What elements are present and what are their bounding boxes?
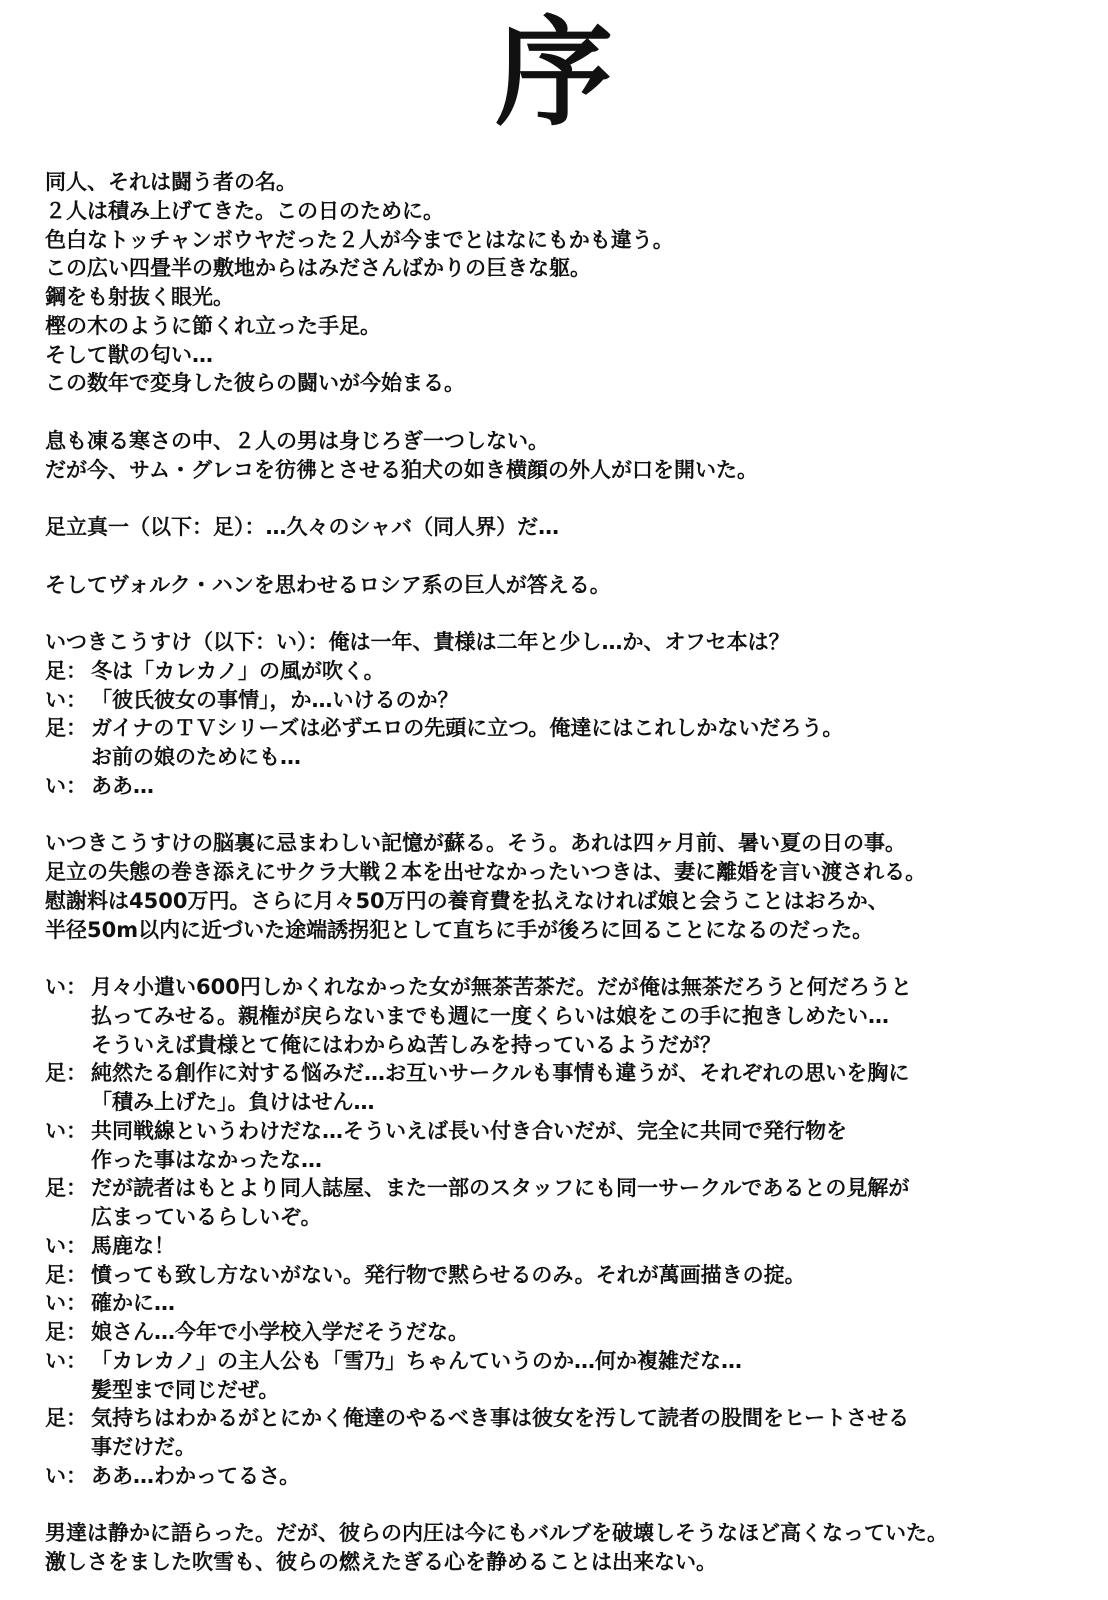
line-text: いつきこうすけの脳裏に忌まわしい記憶が蘇る。そう。あれは四ヶ月前、暑い夏の日の事。: [45, 831, 906, 856]
line-text: 確かに…: [91, 1291, 175, 1316]
dialogue-line: [45, 657, 1095, 686]
speaker-label: 足：: [45, 1061, 87, 1086]
line-text: 色白なトッチャンボウヤだった２人が今までとはなにもかも違う。: [45, 227, 674, 252]
paragraph-gap: [45, 484, 1095, 513]
dialogue-line: [45, 772, 1095, 801]
speaker-label: い：: [45, 1118, 87, 1143]
line-text: 「カレカノ」の主人公も「雪乃」ちゃんていうのか…何か複雑だな…: [91, 1348, 742, 1373]
speaker-label: 足：: [45, 1320, 87, 1344]
line-text: 慰謝料は4500万円。さらに月々50万円の養育費を払えなければ娘と会うことはおろか、: [45, 888, 889, 913]
text-line: [45, 1002, 1095, 1031]
dialogue-line: [45, 1059, 1095, 1088]
text-line: [45, 829, 1095, 858]
line-text: 同人、それは闘う者の名。: [45, 170, 297, 194]
line-text: だが読者はもとより同人誌屋、また一部のスタッフにも同一サークルであるとの見解が: [91, 1176, 910, 1201]
line-text: そしてヴォルク・ハンを思わせるロシア系の巨人が答える。: [45, 572, 611, 597]
line-text: ああ…: [91, 773, 154, 798]
page-title: 序: [494, 3, 613, 142]
line-text: 娘さん…今年で小学校入学だそうだな。: [91, 1320, 469, 1344]
speaker-label: い：: [45, 773, 87, 798]
line-text: 憤っても致し方ないがない。発行物で黙らせるのみ。それが萬画描きの掟。: [91, 1262, 806, 1287]
line-text: 月々小遣い600円しかくれなかった女が無茶苦茶だ。だが俺は無茶だろうと何だろうと: [91, 975, 912, 999]
text-line: [45, 197, 1095, 226]
paragraph: [45, 571, 1095, 600]
line-text: そういえば貴様とて俺にはわからぬ苦しみを持っているようだが？: [91, 1032, 721, 1057]
line-text: 足立の失態の巻き添えにサクラ大戦２本を出せなかったいつきは、妻に離婚を言い渡される。: [45, 860, 927, 884]
paragraph-gap: [45, 1491, 1095, 1520]
text-line: [45, 858, 1095, 887]
dialogue-line: [45, 1174, 1095, 1203]
speaker-label: 足：: [45, 716, 87, 741]
text-line: [45, 1203, 1095, 1232]
dialogue-line: [45, 686, 1095, 715]
dialogue-line: [45, 1404, 1095, 1433]
speaker-label: 足：: [45, 1406, 87, 1431]
text-line: [45, 1433, 1095, 1462]
text-line: [45, 341, 1095, 370]
line-text: お前の娘のためにも…: [91, 745, 301, 769]
dialogue-line: [45, 973, 1095, 1002]
text-line: [45, 283, 1095, 312]
text-line: [45, 571, 1095, 600]
line-text: 気持ちはわかるがとにかく俺達のやるべき事は彼女を汚して読者の股間をヒートさせる: [91, 1406, 910, 1431]
paragraph: [45, 427, 1095, 485]
speaker-label: 足：: [45, 1262, 87, 1287]
paragraph: [45, 628, 1095, 801]
line-text: この数年で変身した彼らの闘いが今始まる。: [45, 371, 465, 396]
paragraph: [45, 513, 1095, 542]
line-text: この広い四畳半の敷地からはみださんばかりの巨きな躯。: [45, 256, 591, 281]
dialogue-line: [45, 1289, 1095, 1318]
line-text: 広まっているらしいぞ。: [91, 1205, 322, 1229]
line-text: 作った事はなかったな…: [91, 1147, 322, 1172]
document-body: [45, 168, 1095, 1577]
paragraph-gap: [45, 542, 1095, 571]
text-line: [45, 427, 1095, 456]
speaker-label: 足：: [45, 658, 87, 683]
text-line: [45, 254, 1095, 283]
paragraph: [45, 829, 1095, 944]
text-line: [45, 456, 1095, 485]
line-text: 冬は「カレカノ」の風が吹く。: [91, 658, 385, 683]
speaker-label: い：: [45, 1233, 87, 1258]
dialogue-line: [45, 1232, 1095, 1261]
text-line: [45, 168, 1095, 197]
speaker-label: い：: [45, 687, 87, 712]
line-text: 半径50m以内に近づいた途端誘拐犯として直ちに手が後ろに回ることになるのだった。: [45, 917, 874, 942]
text-line: [45, 887, 1095, 916]
paragraph: [45, 168, 1095, 398]
speaker-label: い：: [45, 1463, 87, 1488]
line-text: いつきこうすけ（以下：い）：俺は一年、貴様は二年と少し…か、オフセ本は？: [45, 630, 790, 654]
text-line: [45, 513, 1095, 542]
line-text: 純然たる創作に対する悩みだ…お互いサークルも事情も違うが、それぞれの思いを胸に: [91, 1061, 910, 1086]
line-text: 男達は静かに語らった。だが、彼らの内圧は今にもバルブを破壊しそうなほど高くなっていた。: [45, 1521, 948, 1546]
speaker-label: い：: [45, 1291, 87, 1316]
dialogue-line: [45, 1347, 1095, 1376]
line-text: 樫の木のように節くれ立った手足。: [45, 313, 381, 338]
speaker-label: 足：: [45, 1176, 87, 1201]
text-line: [45, 1146, 1095, 1175]
line-text: だが今、サム・グレコを彷彿とさせる狛犬の如き横顔の外人が口を開いた。: [45, 457, 758, 482]
paragraph: [45, 1519, 1095, 1577]
paragraph-gap: [45, 398, 1095, 427]
text-line: [45, 1031, 1095, 1060]
dialogue-line: [45, 714, 1095, 743]
paragraph: [45, 973, 1095, 1491]
text-line: [45, 1376, 1095, 1405]
paragraph-gap: [45, 801, 1095, 830]
paragraph-gap: [45, 599, 1095, 628]
text-line: [45, 916, 1095, 945]
line-text: 払ってみせる。親権が戻らないまでも週に一度くらいは娘をこの手に抱きしめたい…: [91, 1003, 889, 1028]
line-text: 息も凍る寒さの中、２人の男は身じろぎ一つしない。: [45, 428, 549, 453]
text-line: [45, 369, 1095, 398]
text-line: [45, 226, 1095, 255]
dialogue-line: [45, 1318, 1095, 1347]
line-text: 「彼氏彼女の事情」，か…いけるのか？: [91, 687, 459, 712]
line-text: 髪型まで同じだぜ。: [91, 1377, 280, 1402]
dialogue-line: [45, 1117, 1095, 1146]
line-text: 激しさをました吹雪も、彼らの燃えたぎる心を静めることは出来ない。: [45, 1550, 717, 1574]
line-text: そして獣の匂い…: [45, 342, 213, 367]
speaker-label: い：: [45, 1348, 87, 1373]
text-line: [45, 628, 1095, 657]
line-text: 鋼をも射抜く眼光。: [45, 285, 234, 309]
speaker-label: い：: [45, 975, 87, 999]
line-text: ２人は積み上げてきた。この日のために。: [45, 198, 444, 223]
line-text: 馬鹿な！: [91, 1233, 175, 1258]
paragraph-gap: [45, 944, 1095, 973]
line-text: ああ…わかってるさ。: [91, 1463, 301, 1488]
line-text: 「積み上げた」。負けはせん…: [91, 1090, 375, 1114]
line-text: 事だけだ。: [91, 1435, 196, 1459]
line-text: 共同戦線というわけだな…そういえば長い付き合いだが、完全に共同で発行物を: [91, 1118, 847, 1143]
line-text: 足立真一（以下：足）：…久々のシャバ（同人界）だ…: [45, 515, 560, 539]
text-line: [45, 1519, 1095, 1548]
text-line: [45, 1088, 1095, 1117]
dialogue-line: [45, 1261, 1095, 1290]
line-text: ガイナのＴＶシリーズは必ずエロの先頭に立つ。俺達にはこれしかないだろう。: [91, 716, 844, 741]
text-line: [45, 312, 1095, 341]
dialogue-line: [45, 1462, 1095, 1491]
text-line: [45, 743, 1095, 772]
text-line: [45, 1548, 1095, 1577]
